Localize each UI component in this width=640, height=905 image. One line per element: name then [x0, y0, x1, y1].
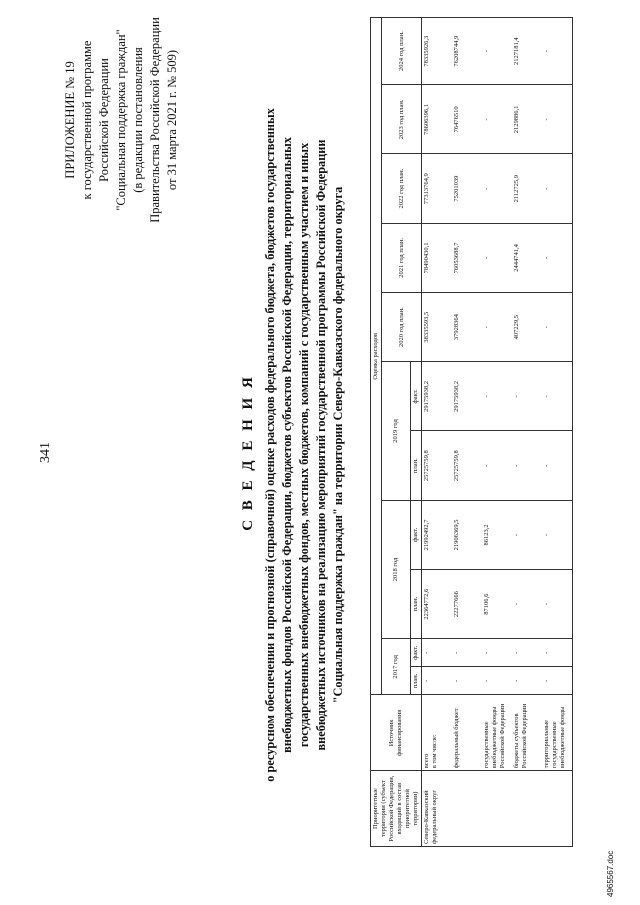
appendix-line: Российской Федерации [97, 58, 111, 182]
value-cell: 29175938,2 [422, 362, 453, 431]
page-number: 341 [38, 442, 53, 463]
header-year-2019: 2019 год [382, 362, 411, 501]
value-cell: 37928364 [452, 293, 482, 362]
value-cell: 25725759,8 [422, 431, 453, 500]
value-cell: 22364772,6 [422, 570, 453, 639]
value-cell: - [542, 667, 573, 695]
value-cell: - [482, 293, 512, 362]
header-plan: план. [411, 667, 422, 695]
value-cell: - [512, 639, 542, 667]
header-plan: план. [411, 570, 422, 639]
value-cell: - [542, 500, 573, 569]
source-cell [512, 695, 542, 771]
value-cell: - [542, 570, 573, 639]
value-cell: 87106,6 [482, 570, 512, 639]
value-cell: 21906369,5 [452, 500, 482, 569]
value-cell: - [542, 431, 573, 500]
value-cell: 22277666 [452, 570, 482, 639]
value-cell: - [542, 293, 573, 362]
value-cell: - [422, 667, 453, 695]
source-label: государственные внебюджетные фонды Российской Федерации [483, 703, 506, 769]
appendix-line: Правительства Российской Федерации [148, 17, 162, 223]
territory-cell: Северо-Кавказский федеральный округ [422, 771, 453, 847]
value-cell: - [512, 667, 542, 695]
value-cell: - [422, 639, 453, 667]
value-cell: 21992492,7 [422, 500, 453, 569]
header-fact: факт. [411, 362, 422, 431]
document-subtitle [262, 65, 347, 825]
value-cell: 86123,2 [482, 500, 512, 569]
value-cell: - [542, 154, 573, 223]
source-cell [482, 695, 512, 771]
value-cell: 78490430,1 [422, 223, 453, 292]
header-year-2022: 2022 год план. [382, 154, 422, 223]
table-row [422, 18, 453, 847]
appendix-line: ПРИЛОЖЕНИЕ № 19 [63, 61, 77, 179]
source-note: в том числе: [431, 734, 438, 769]
header-year-2018: 2018 год [382, 500, 411, 639]
value-cell: - [512, 431, 542, 500]
source-cell [422, 695, 453, 771]
header-year-2024: 2024 год план. [382, 18, 422, 85]
value-cell: - [482, 667, 512, 695]
header-year-2023: 2023 год план. [382, 85, 422, 154]
funding-table [370, 17, 573, 847]
value-cell: 2444741,4 [512, 223, 542, 292]
appendix-line: к государственной программе [80, 40, 94, 200]
value-cell: 78335926,3 [422, 18, 453, 85]
subtitle-line: "Социальная поддержка граждан" на территории Северо-Кавказского федерального округа [331, 186, 345, 704]
value-cell: 76208744,9 [452, 18, 482, 85]
header-territory: Приоритетные территории (субъект Российской Федерации, входящий в состав приоритетной территории) [371, 771, 422, 847]
header-year-2021: 2021 год план. [382, 223, 422, 292]
value-cell: - [482, 639, 512, 667]
value-cell: 38335593,5 [422, 293, 453, 362]
value-cell: - [512, 500, 542, 569]
value-cell: - [542, 223, 573, 292]
table-row [512, 18, 542, 847]
value-cell: - [452, 667, 482, 695]
subtitle-line: о ресурсном обеспечении и прогнозной (справочной) оценке расходов федерального бюджета, бюджетов государственных [263, 108, 277, 782]
value-cell: 25725759,8 [452, 431, 482, 500]
value-cell: 76053688,7 [452, 223, 482, 292]
value-cell: - [482, 85, 512, 154]
value-cell: - [482, 18, 512, 85]
value-cell: - [482, 154, 512, 223]
value-cell: - [452, 639, 482, 667]
document-file-id: 4965567.doc [606, 850, 615, 897]
header-plan: план. [411, 431, 422, 500]
value-cell: 76476510 [452, 85, 482, 154]
subtitle-line: государственных внебюджетных фондов, местных бюджетов, компаний с государственным участием и иных [297, 142, 311, 748]
table-row [482, 18, 512, 847]
value-cell: - [482, 362, 512, 431]
value-cell: 2127181,4 [512, 18, 542, 85]
header-source: Источник финансирования [371, 695, 422, 771]
value-cell: 75201039 [452, 154, 482, 223]
appendix-block [62, 0, 181, 245]
source-label: бюджеты субъектов Российской Федерации [513, 703, 528, 769]
header-fact: факт. [411, 500, 422, 569]
territory-cell [542, 771, 573, 847]
source-label: территориальные государственные внебюджетные фонды [543, 706, 566, 769]
value-cell: - [512, 570, 542, 639]
appendix-line: "Социальная поддержка граждан" [114, 29, 128, 211]
appendix-line: от 31 марта 2021 г. № 509) [165, 49, 179, 191]
header-year-2017: 2017 год [382, 639, 411, 695]
value-cell: 29175938,2 [452, 362, 482, 431]
value-cell: - [542, 85, 573, 154]
value-cell: - [542, 639, 573, 667]
value-cell: - [482, 431, 512, 500]
source-cell [452, 695, 482, 771]
table-row [542, 18, 573, 847]
territory-cell [512, 771, 542, 847]
subtitle-line: внебюджетных фондов Российской Федерации, бюджетов субъектов Российской Федерации, территориальных [280, 137, 294, 753]
source-label: всего [423, 753, 430, 769]
value-cell: 407229,5 [512, 293, 542, 362]
subtitle-line: внебюджетных источников на реализацию мероприятий государственной программы Российской Федерации [314, 139, 328, 751]
territory-cell [482, 771, 512, 847]
header-year-2020: 2020 год план. [382, 293, 422, 362]
value-cell: - [512, 362, 542, 431]
header-estimate: Оценка расходов [371, 18, 382, 696]
value-cell: 2129886,1 [512, 85, 542, 154]
table-row [452, 18, 482, 847]
appendix-line: (в редакции постановления [131, 47, 145, 193]
value-cell: - [482, 223, 512, 292]
territory-cell [452, 771, 482, 847]
source-cell [542, 695, 573, 771]
document-title: С В Е Д Е Н И Я [240, 374, 256, 531]
value-cell: 78606396,1 [422, 85, 453, 154]
source-label: федеральный бюджет [453, 708, 460, 769]
value-cell: - [542, 362, 573, 431]
header-fact: факт. [411, 639, 422, 667]
value-cell: - [542, 18, 573, 85]
value-cell: 2112725,9 [512, 154, 542, 223]
value-cell: 77313764,9 [422, 154, 453, 223]
